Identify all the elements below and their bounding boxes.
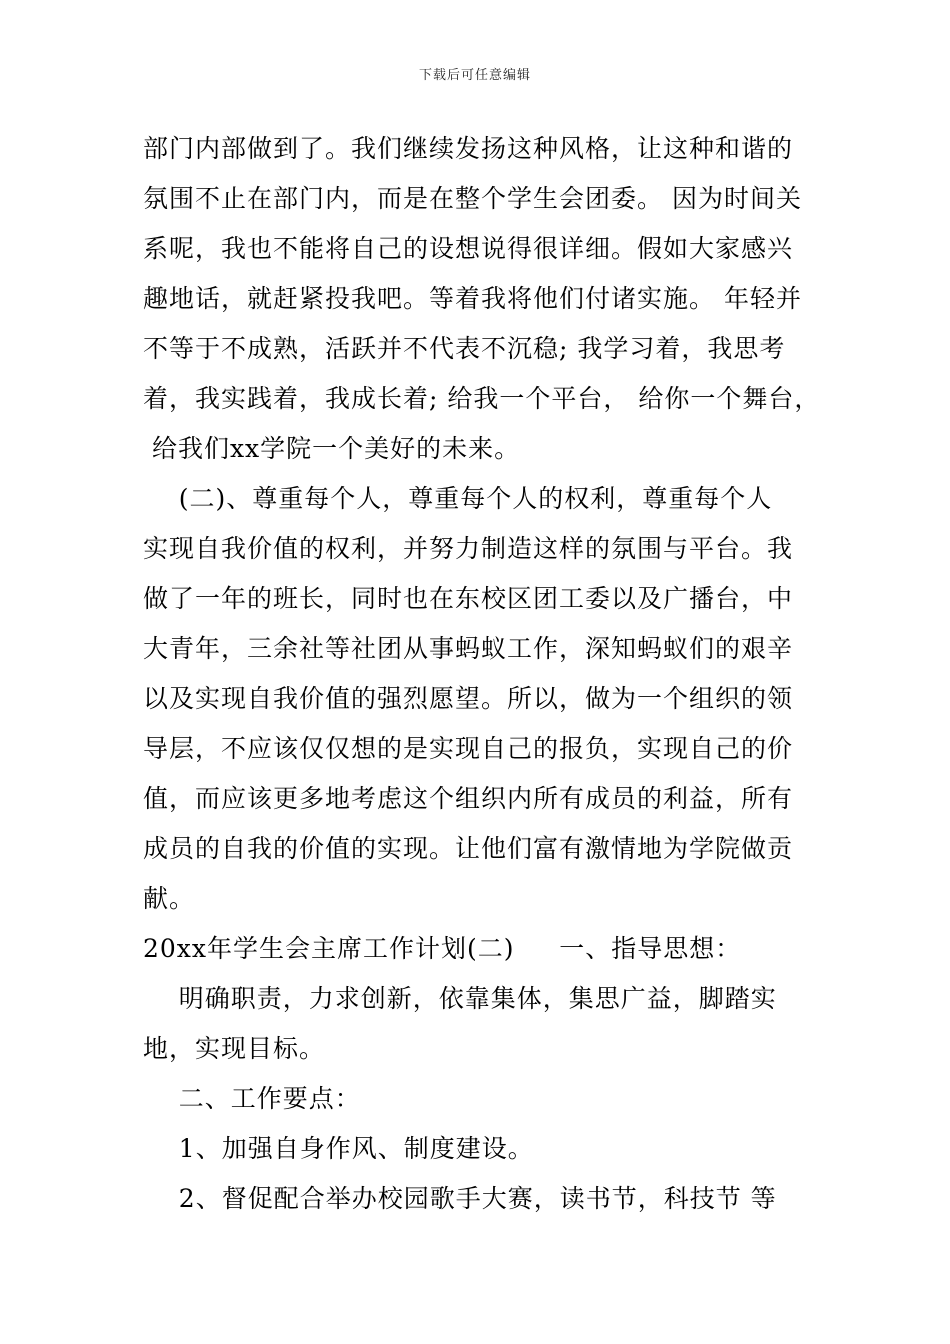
text-line: 导层，不应该仅仅想的是实现自己的报负，实现自己的价 [143,734,794,763]
text-line: 系呢，我也不能将自己的设想说得很详细。假如大家感兴 [143,234,794,263]
text-line: 值，而应该更多地考虑这个组织内所有成员的利益，所有 [143,784,794,813]
text-line: 着，我实践着，我成长着; 给我一个平台， 给你一个舞台， [143,384,821,413]
text-line: 明确职责，力求创新，依靠集体，集思广益，脚踏实 [143,984,777,1013]
text-line: 部门内部做到了。我们继续发扬这种风格，让这种和谐的 [143,134,794,163]
text-line: 不等于不成熟，活跃并不代表不沉稳; 我学习着，我思考 [143,334,786,363]
text-line: 2、督促配合举办校园歌手大赛，读书节，科技节 等 [143,1184,777,1213]
page-header: 下载后可任意编辑 [418,68,531,83]
text-line: 献。 [143,884,196,913]
text-line: 氛围不止在部门内，而是在整个学生会团委。 因为时间关 [143,184,802,213]
text-line: 给我们xx学院一个美好的未来。 [143,434,521,463]
text-line: 以及实现自我价值的强烈愿望。所以，做为一个组织的领 [143,684,794,713]
text-line: 大青年，三余社等社团从事蚂蚁工作，深知蚂蚁们的艰辛 [143,634,794,663]
text-line: (二)、尊重每个人，尊重每个人的权利，尊重每个人 [143,484,773,513]
text-line: 趣地话，就赶紧投我吧。等着我将他们付诸实施。 年轻并 [143,284,802,313]
section-title: 20xx年学生会主席工作计划(二) 一、指导思想： [143,934,742,963]
text-line: 成员的自我的价值的实现。让他们富有激情地为学院做贡 [143,834,794,863]
text-line: 二、工作要点： [143,1084,361,1113]
text-line: 地，实现目标。 [143,1034,326,1063]
text-line: 做了一年的班长，同时也在东校区团工委以及广播台，中 [143,584,794,613]
text-line: 1、加强自身作风、制度建设。 [143,1134,534,1163]
text-line: 实现自我价值的权利，并努力制造这样的氛围与平台。我 [143,534,794,563]
